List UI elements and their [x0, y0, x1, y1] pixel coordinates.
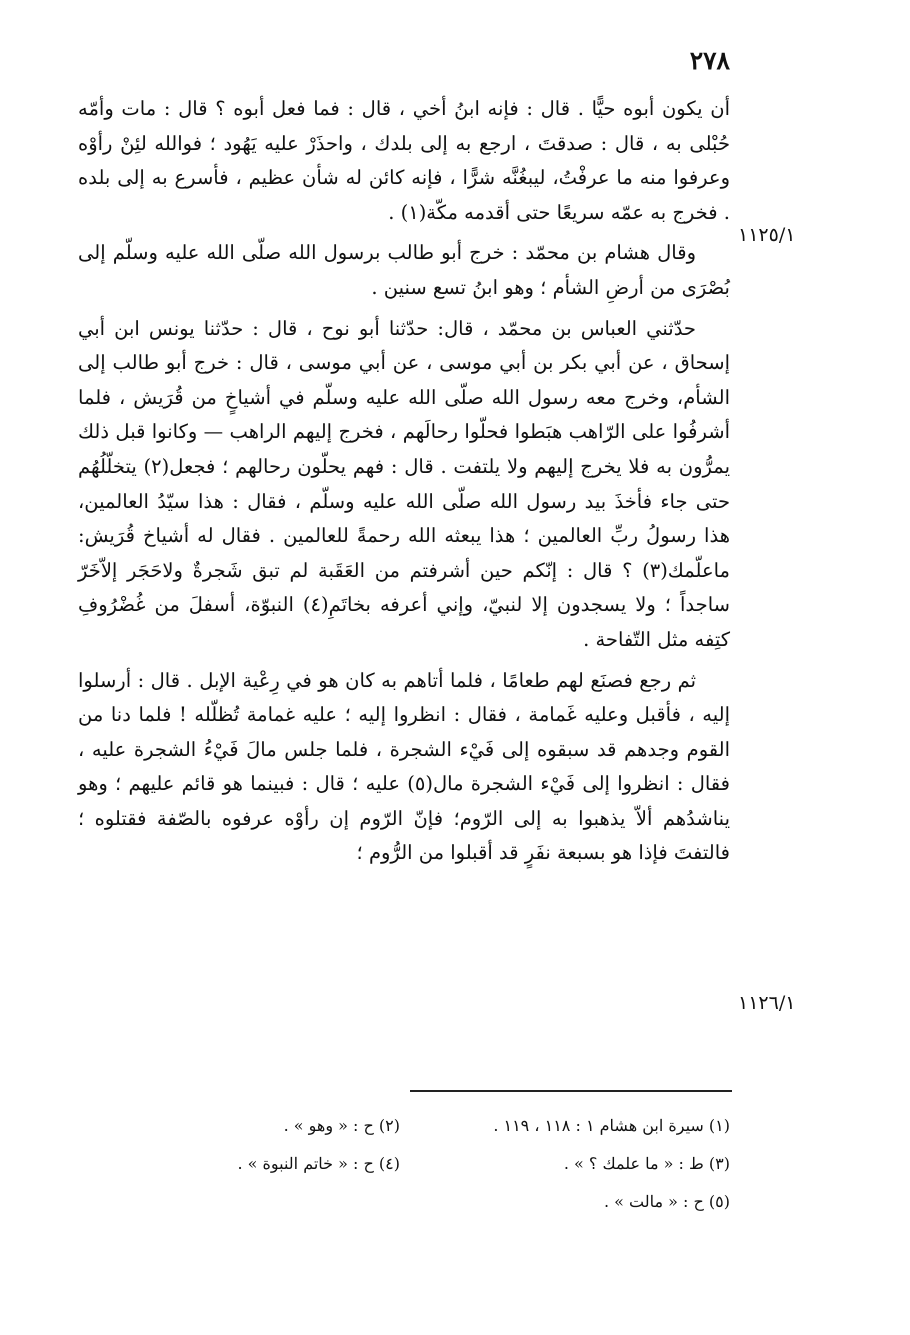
footnote-3: (٣) ط : « ما علمك ؟ » . — [563, 1153, 730, 1173]
paragraph-1: أن يكون أبوه حيًّا . قال : فإنه ابنُ أخي ، قال : فما فعل أبوه ؟ قال : مات وأمّه حُبْلى به ، قال : صدقتَ ، ارجع به إلى بلدك ، واحذَرْ عليه يَهُود ؛ فوالله لئِنْ رأوْه وعرفوا منه ما عرفْتُ، ليبغُنَّه شرًّا ، فإنه كائن له شأن عظيم ، فأسرع به إلى بلده . فخرج به عمّه سريعًا حتى أقدمه مكّة(١) . — [78, 97, 730, 224]
paragraph-4: ثم رجع فصنَع لهم طعامًا ، فلما أتاهم به كان هو في رِعْية الإبل . قال : أرسلوا إليه ، فأقبل وعليه غَمامة ، فقال : انظروا إليه ؛ عليه غمامة تُظلّله ! فلما دنا من القوم وجدهم قد سبقوه إلى فَيْء الشجرة ، فلما جلس مالَ فَيْءُ الشجرة عليه ، فقال : انظروا إلى فَيْء الشجرة مال(٥) عليه ؛ قال : فبينما هو قائم عليهم ؛ وهو يناشدُهم ألاّ يذهبوا به إلى الرّوم؛ فإنّ الرّوم إن رأوْه عرفوه بالصّفة فقتلوه ؛ فالتفتَ فإذا هو بسبعة نفَرٍ قد أقبلوا من الرُّوم ؛ — [78, 668, 730, 865]
paragraph-3: حدّثني العباس بن محمّد ، قال: حدّثنا أبو نوح ، قال : حدّثنا يونس ابن أبي إسحاق ، عن أبي بكر بن أبي موسى ، عن أبي موسى ، قال : خرج أبو طالب إلى الشأم، وخرج معه رسول الله صلّى الله عليه وسلّم في أشياخٍ من قُرَيش ، فلما أشرفُوا على الرّاهب هبَطوا فحلّوا رحالَهم ، فخرج إليهم الراهب — وكانوا قبل ذلك يمرُّون به فلا يخرج إليهم ولا يلتفت . قال : فهم يحلّون رحالهم ؛ فجعل(٢) يتخلّلُهُم حتى جاء فأخذَ بيد رسول الله صلّى الله عليه وسلّم ، فقال : هذا سيّدُ العالمين، هذا رسولُ ربِّ العالمين ؛ هذا يبعثه الله رحمةً للعالمين . فقال له أشياخ قُرَيش: ماعلّمك(٣) ؟ قال : إنّكم حين أشرفتم من العَقَبة لم تبق شَجرةٌ ولاحَجَر إلاّخَرّ ساجداً ؛ ولا يسجدون إلا لنبيّ، وإني أعرفه بخاتَمِ(٤) النبوّة، أسفلَ من غُضْرُوفِ كتِفه مثل التّفاحة . — [78, 316, 730, 651]
footnote-divider — [410, 1090, 732, 1092]
paragraph-2: وقال هشام بن محمّد : خرج أبو طالب برسول الله صلّى الله عليه وسلّم إلى بُصْرَى من أرضِ الشأم ؛ وهو ابنُ تسع سنين . — [78, 241, 730, 299]
footnote-5: (٥) ح : « مالت » . — [603, 1191, 730, 1211]
footnote-4: (٤) ح : « خاتم النبوة » . — [237, 1153, 400, 1173]
page-number: ٢٧٨ — [689, 46, 730, 75]
footnote-row-1 — [90, 1106, 730, 1144]
footnote-1: (١) سيرة ابن هشام ١ : ١١٨ ، ١١٩ . — [493, 1115, 730, 1135]
margin-reference-2: ١١٢٦/١ — [738, 992, 796, 1014]
footnote-row-3 — [90, 1182, 730, 1220]
footnote-2: (٢) ح : « وهو » . — [283, 1115, 400, 1135]
footnotes — [90, 1106, 730, 1220]
footnote-row-2 — [90, 1144, 730, 1182]
margin-reference-1: ١١٢٥/١ — [738, 224, 796, 246]
main-text — [78, 92, 730, 871]
